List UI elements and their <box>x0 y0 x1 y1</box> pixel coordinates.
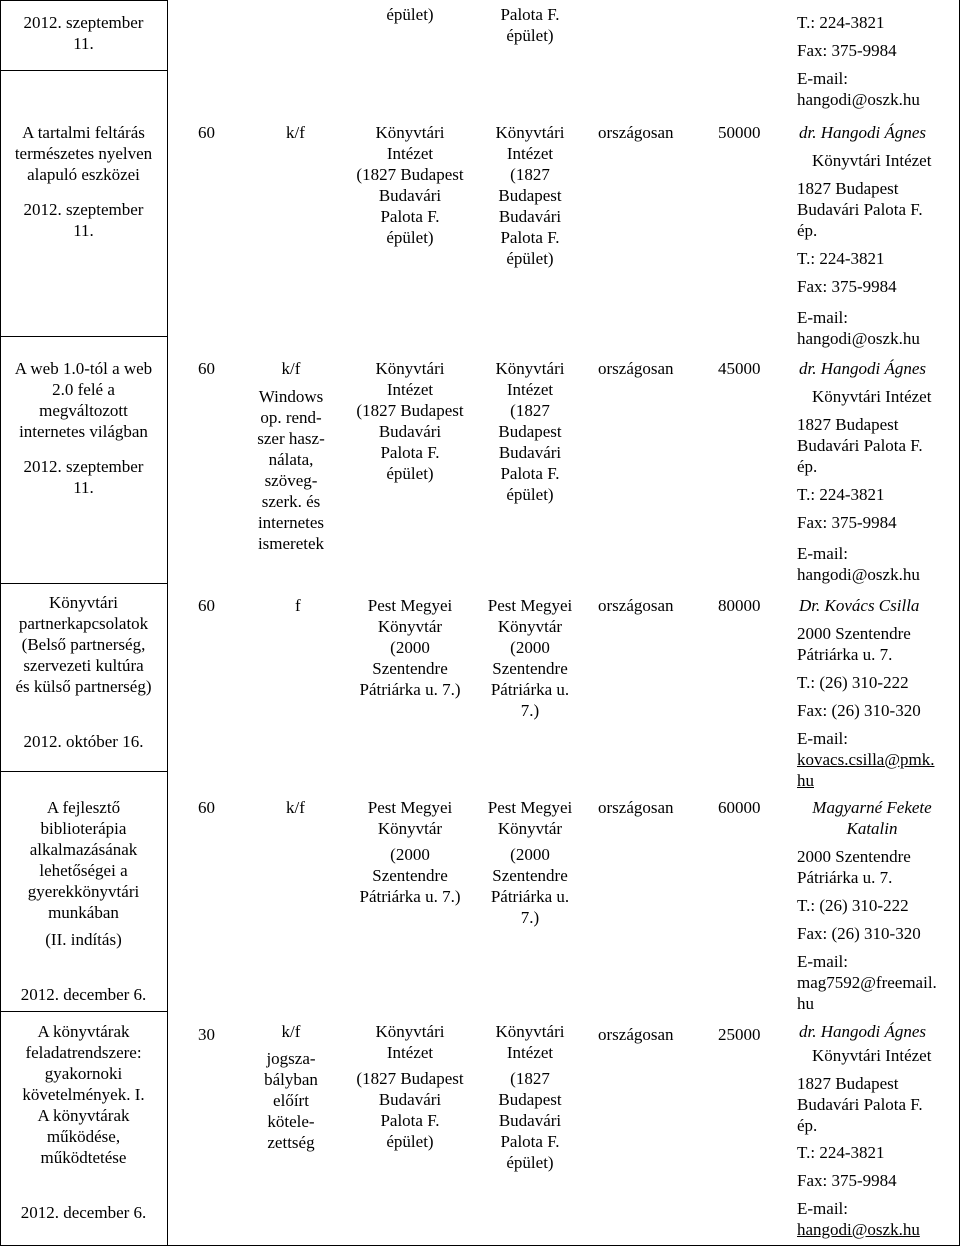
course-fee: 25000 <box>718 1025 761 1044</box>
course-hours: 30 <box>198 1025 215 1044</box>
course-contact: Dr. Kovács Csilla 2000 Szentendre Pátriárka u. 7. T.: (26) 310-222 Fax: (26) 310-320 E-mail: kovacs.csilla@pmk. hu <box>797 595 957 791</box>
course-contact: dr. Hangodi Ágnes Könyvtári Intézet 1827 Budapest Budavári Palota F. ép. T.: 224-3821 Fax: 375-9984 E-mail: hangodi@oszk.hu <box>797 358 957 585</box>
contact-name: dr. Hangodi Ágnes <box>799 1022 927 1041</box>
course-fee: 80000 <box>718 596 761 615</box>
email-link-cont[interactable]: hu <box>797 771 814 790</box>
course-title: A fejlesztő biblioterápia alkalmazásának lehetőségei a gyerekkönyvtári munkában (II. indítás) 2012. december 6. <box>20 798 147 1004</box>
course-title: A tartalmi feltárás természetes nyelven alapuló eszközei 2012. szeptember 11. <box>14 123 153 240</box>
course-venue: Pest Megyei Könyvtár (2000 Szentendre Pátriárka u. 7.) <box>487 596 573 720</box>
course-venue: Könyvtári Intézet (1827 Budapest Budavári Palota F. épület) <box>495 359 565 504</box>
course-hours: 60 <box>198 596 215 615</box>
course-venue: Könyvtári Intézet (1827 Budapest Budavári Palota F. épület) <box>495 1022 565 1172</box>
course-contact: dr. Hangodi Ágnes Könyvtári Intézet 1827 Budapest Budavári Palota F. ép. T.: 224-3821 Fax: 375-9984 E-mail: hangodi@oszk.hu <box>797 1021 957 1240</box>
course-scope: országosan <box>598 359 674 378</box>
course-title: A web 1.0-tól a web 2.0 felé a megváltozott internetes világban 2012. szeptember 11. <box>14 359 153 497</box>
course-scope: országosan <box>598 596 674 615</box>
course-form: f <box>295 596 301 615</box>
course-venue: Könyvtári Intézet (1827 Budapest Budavári Palota F. épület) <box>495 123 565 268</box>
course-title: Könyvtári partnerkapcsolatok (Belső partnerség, szervezeti kultúra és külső partnerség) 2012. október 16. <box>15 593 152 751</box>
top-partial-contact: T.: 224-3821 Fax: 375-9984 E-mail: hangodi@oszk.hu <box>797 13 920 109</box>
course-fee: 60000 <box>718 798 761 817</box>
contact-name: Magyarné Fekete <box>812 798 932 817</box>
contact-name-cont: Katalin <box>846 819 898 838</box>
course-provider: Pest Megyei Könyvtár (2000 Szentendre Pátriárka u. 7.) <box>359 798 461 906</box>
email-link[interactable]: hangodi@oszk.hu <box>797 1220 920 1239</box>
contact-name: dr. Hangodi Ágnes <box>799 123 927 142</box>
contact-name: Dr. Kovács Csilla <box>799 596 920 615</box>
course-provider: Könyvtári Intézet (1827 Budapest Budavári Palota F. épület) <box>356 123 464 247</box>
course-scope: országosan <box>598 1025 674 1044</box>
top-partial-date: 2012. szeptember 11. <box>23 13 144 53</box>
course-hours: 60 <box>198 359 215 378</box>
course-scope: országosan <box>598 798 674 817</box>
course-fee: 50000 <box>718 123 761 142</box>
course-provider: Könyvtári Intézet (1827 Budapest Budavári Palota F. épület) <box>356 1022 464 1151</box>
top-partial-venue: Palota F. épület) <box>500 5 560 45</box>
course-fee: 45000 <box>718 359 761 378</box>
course-form: k/f <box>286 123 305 142</box>
course-scope: országosan <box>598 123 674 142</box>
course-contact: Magyarné Fekete Katalin 2000 Szentendre Pátriárka u. 7. T.: (26) 310-222 Fax: (26) 310-320 E-mail: mag7592@freemail. hu <box>797 797 957 1014</box>
course-title: A könyvtárak feladatrendszere: gyakornoki követelmények. I. A könyvtárak működése, működtetése 2012. december 6. <box>20 1022 147 1222</box>
course-hours: 60 <box>198 798 215 817</box>
course-hours: 60 <box>198 123 215 142</box>
course-venue: Pest Megyei Könyvtár (2000 Szentendre Pátriárka u. 7.) <box>487 798 573 927</box>
contact-name: dr. Hangodi Ágnes <box>799 359 927 378</box>
course-form: k/f jogsza- bályban előírt kötele- zettség <box>264 1022 318 1152</box>
course-form: k/f <box>286 798 305 817</box>
course-provider: Könyvtári Intézet (1827 Budapest Budavári Palota F. épület) <box>356 359 464 483</box>
top-partial-provider: épület) <box>386 5 434 24</box>
course-provider: Pest Megyei Könyvtár (2000 Szentendre Pátriárka u. 7.) <box>359 596 461 699</box>
email-link[interactable]: kovacs.csilla@pmk. <box>797 750 935 769</box>
course-form: k/f Windows op. rend- szer hasz- nálata, szöveg- szerk. és internetes ismeretek <box>257 359 325 553</box>
course-contact: dr. Hangodi Ágnes Könyvtári Intézet 1827 Budapest Budavári Palota F. ép. T.: 224-3821 Fax: 375-9984 E-mail: hangodi@oszk.hu <box>797 122 957 349</box>
